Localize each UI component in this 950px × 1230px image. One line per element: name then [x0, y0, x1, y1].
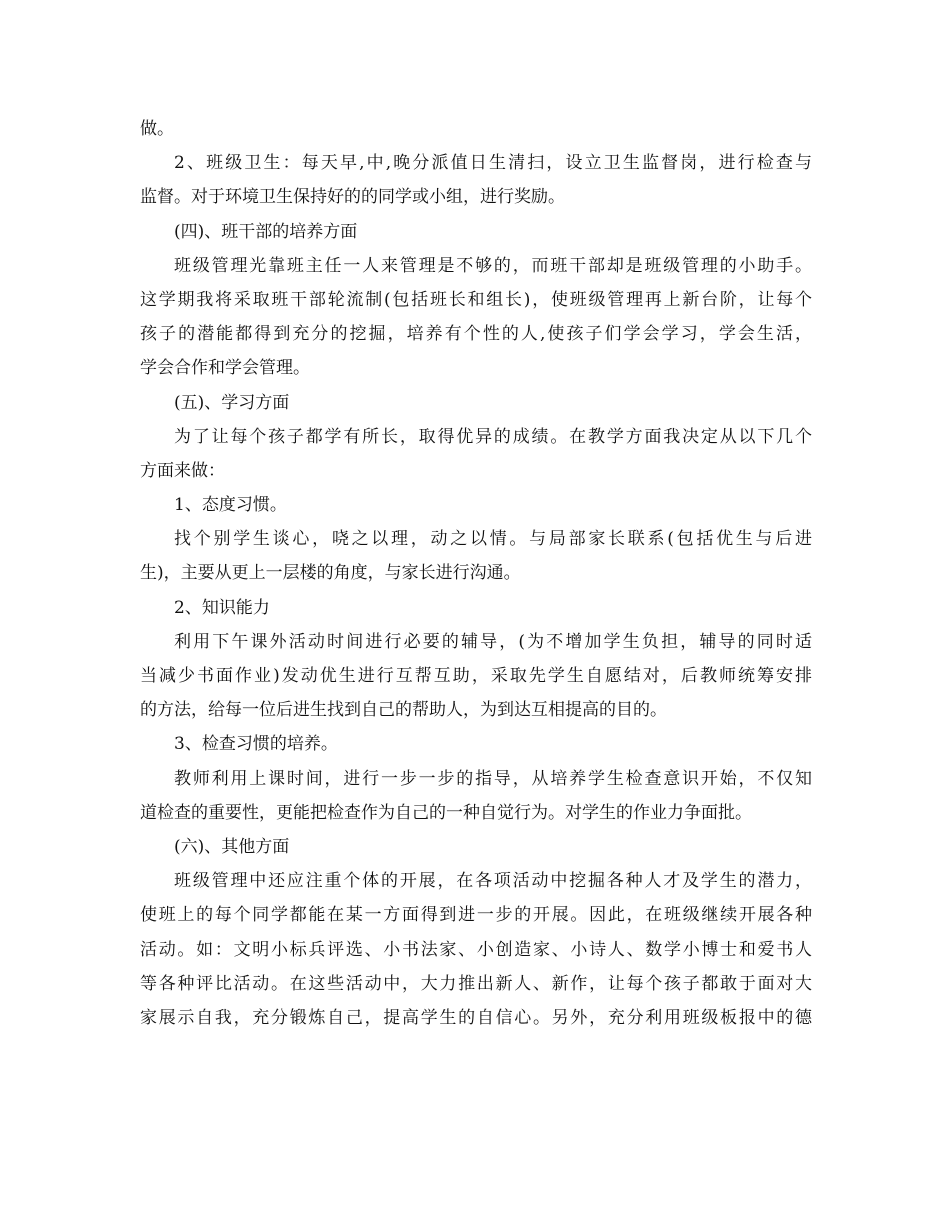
text-line: 当减少书面作业)发动优生进行互帮互助，采取先学生自愿结对，后教师统筹安排: [140, 666, 812, 686]
text-line: 为了让每个孩子都学有所长，取得优异的成绩。在教学方面我决定从以下几个: [174, 426, 812, 447]
text-line: (四)、班干部的培养方面: [174, 221, 358, 242]
text-line: 方面来做：: [140, 460, 225, 481]
text-line: 3、检查习惯的培养。: [174, 734, 338, 755]
text-line: 活动。如：文明小标兵评选、小书法家、小创造家、小诗人、数学小博士和爱书人: [140, 939, 812, 960]
text-line: 家展示自我，充分锻炼自己，提高学生的自信心。另外，充分利用班级板报中的德: [140, 1007, 812, 1028]
text-line: 1、态度习惯。: [174, 495, 287, 516]
text-line: 道检查的重要性，更能把检查作为自己的一种自觉行为。对学生的作业力争面批。: [140, 802, 752, 823]
text-line: 孩子的潜能都得到充分的挖掘，培养有个性的人,使孩子们学会学习，学会生活，: [140, 324, 812, 345]
text-line: 生)，主要从更上一层楼的角度，与家长进行沟通。: [140, 563, 521, 584]
text-line: 学会合作和学会管理。: [140, 358, 310, 379]
text-line: 等各种评比活动。在这些活动中，大力推出新人、新作，让每个孩子都敢于面对大: [140, 973, 812, 994]
text-line: 利用下午课外活动时间进行必要的辅导，(为不增加学生负担，辅导的同时适: [174, 631, 812, 652]
text-line: (六)、其他方面: [174, 836, 290, 857]
text-line: 使班上的每个同学都能在某一方面得到进一步的开展。因此，在班级继续开展各种: [140, 905, 812, 926]
text-line: 的方法，给每一位后进生找到自己的帮助人，为到达互相提高的目的。: [140, 700, 667, 721]
text-line: 班级管理中还应注重个体的开展，在各项活动中挖掘各种人才及学生的潜力，: [174, 871, 812, 892]
text-line: 2、班级卫生：每天早,中,晚分派值日生清扫，设立卫生监督岗，进行检查与: [174, 153, 812, 174]
text-line: 班级管理光靠班主任一人来管理是不够的，而班干部却是班级管理的小助手。: [174, 255, 812, 276]
text-line: 这学期我将采取班干部轮流制(包括班长和组长)，使班级管理再上新台阶，让每个: [140, 289, 812, 310]
text-line: 做。: [140, 119, 174, 139]
text-line: 找个别学生谈心，哓之以理，动之以情。与局部家长联系(包括优生与后进: [174, 529, 812, 550]
text-line: (五)、学习方面: [174, 392, 290, 413]
text-line: 监督。对于环境卫生保持好的的同学或小组，进行奖励。: [140, 187, 565, 208]
text-line: 教师利用上课时间，进行一步一步的指导，从培养学生检查意识开始，不仅知: [174, 768, 812, 789]
document-page: [140, 112, 812, 1035]
text-line: 2、知识能力: [174, 597, 270, 618]
